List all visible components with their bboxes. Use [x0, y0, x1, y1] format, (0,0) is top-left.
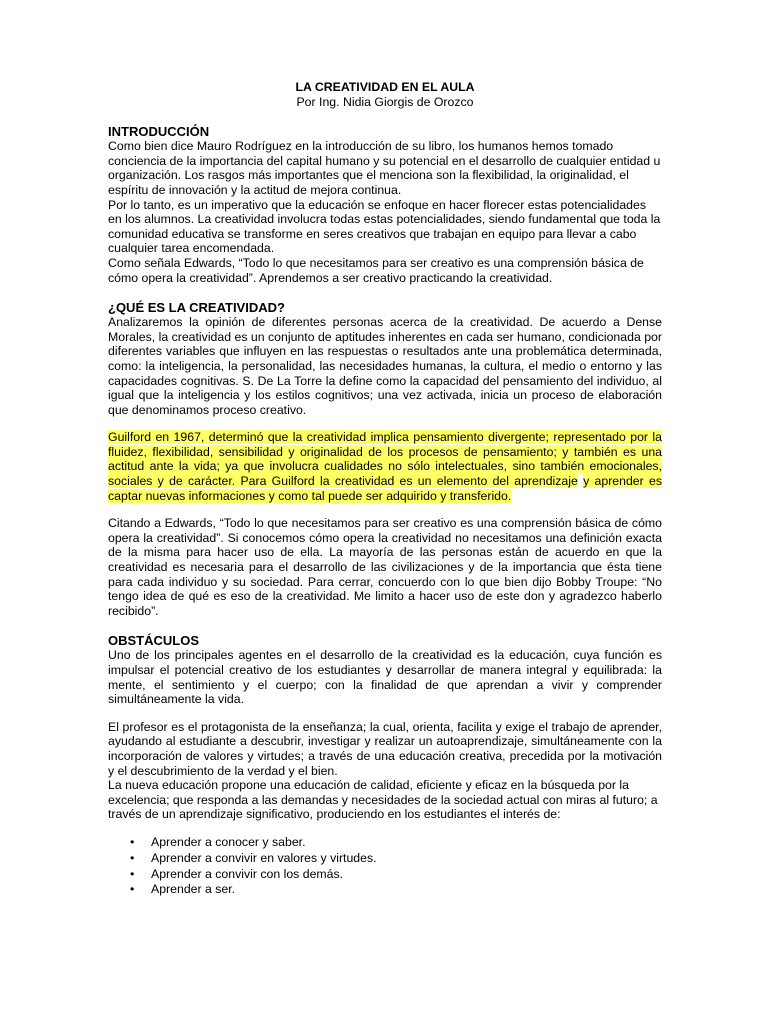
- document-author: Por Ing. Nidia Giorgis de Orozco: [296, 94, 474, 109]
- intro-paragraph-3: Como señala Edwards, “Todo lo que necesitamos para ser creativo es una comprensión básica de cómo opera la creatividad”. Aprendemos a ser creativo practicando la creatividad.: [108, 255, 644, 285]
- what-paragraph-1: Analizaremos la opinión de diferentes personas acerca de la creatividad. De acuerdo a Dense Morales, la creatividad es un conjunto de aptitudes inherentes en cada ser humano, condicionada por diferentes variables que influyen en las respuestas o resultados ante una problemática determinada, como: la inteligencia, la personalidad, las necesidades humanas, la cultura, el medio o entorno y las capacidades cognitivas. S. De La Torre la define como la capacidad del pensamiento del individuo, al igual que la inteligencia y los estilos cognitivos; una vez activada, inicia un proceso de elaboración que denominamos proceso creativo.: [108, 315, 662, 417]
- document-title: LA CREATIVIDAD EN EL AULA: [295, 80, 475, 94]
- obstacles-paragraph-1: Uno de los principales agentes en el desarrollo de la creatividad es la educación, cuya función es impulsar el potencial creativo de los estudiantes y desarrollar de manera integral y equilibrada: la mente, el sentimiento y el cuerpo; con la finalidad de que aprendan a vivir y comprender simultáneamente la vida.: [108, 648, 662, 707]
- highlight-a: Guilford en 1967, determinó que la creatividad implica pensamiento divergente; representado por la fluidez, flexibilidad, sensibilidad y originalidad de los procesos de pensamiento; y también es una actitud ante la vida; ya que involucra cualidades no sólo intelectuales, sino también emocionales, sociales y de carácter. Para Guilford la creatividad es un elemento del aprendizaje: [108, 430, 662, 489]
- obstacles-paragraph-2: El profesor es el protagonista de la enseñanza; la cual, orienta, facilita y exige el trabajo de aprender, ayudando al estudiante a descubrir, investigar y realizar un autoaprendizaje, simultáneamente con la incorporación de valores y virtudes; a través de una educación creativa, precedida por la motivación y el descubrimiento de la verdad y el bien.: [108, 719, 662, 778]
- bullet-icon: •: [130, 882, 135, 897]
- what-heading: ¿QUÉ ES LA CREATIVIDAD?: [108, 300, 285, 316]
- obstacles-heading: OBSTÁCULOS: [108, 633, 199, 649]
- what-paragraph-3: Citando a Edwards, “Todo lo que necesitamos para ser creativo es una comprensión básica de cómo opera la creatividad”. Si conocemos cómo opera la creatividad no necesitamos una definición exacta de la misma para hacer uso de ella. La mayoría de las personas están de acuerdo en que la creatividad es necesaria para el desarrollo de las civilizaciones y de la importancia que ésta tiene para cada individuo y su sociedad. Para cerrar, concuerdo con lo que bien dijo Bobby Troupe: “No tengo idea de qué es eso de la creatividad. Me limito a hacer uso de este don y agradezco haberlo recibido”.: [108, 516, 662, 618]
- bullet-list: [108, 835, 662, 898]
- bullet-icon: •: [130, 834, 135, 849]
- intro-heading: INTRODUCCIÓN: [108, 124, 210, 140]
- list-item: • Aprender a convivir en valores y virtudes.: [130, 850, 377, 865]
- intro-paragraph-2: Por lo tanto, es un imperativo que la educación se enfoque en hacer florecer estas potencialidades en los alumnos. La creatividad involucra todas estas potencialidades, siendo fundamental que toda la comunidad educativa se transforme en seres creativos que trabajan en equipo para llevar a cabo cualquier tarea encomendada.: [108, 197, 661, 256]
- bullet-icon: •: [130, 850, 135, 865]
- document-page: [108, 80, 662, 898]
- list-item: • Aprender a ser.: [130, 882, 236, 897]
- obstacles-paragraph-3: La nueva educación propone una educación de calidad, eficiente y eficaz en la búsqueda por la excelencia; que responda a las demandas y necesidades de la sociedad actual con miras al futuro; a través de un aprendizaje significativo, produciendo en los estudiantes el interés de:: [108, 778, 658, 822]
- intro-paragraph-1: Como bien dice Mauro Rodríguez en la introducción de su libro, los humanos hemos tomado conciencia de la importancia del capital humano y su potencial en el desarrollo de cualquier entidad u organización. Los rasgos más importantes que el menciona son la flexibilidad, la originalidad, el espíritu de innovación y la actitud de mejora continua.: [108, 139, 661, 197]
- guilford-paragraph: [108, 430, 662, 503]
- list-item: • Aprender a conocer y saber.: [130, 834, 306, 849]
- bullet-icon: •: [130, 866, 135, 881]
- highlight-b: y aprender es captar nuevas informaciones y como tal puede ser adquirido y transferido.: [108, 474, 662, 503]
- list-item: • Aprender a convivir con los demás.: [130, 866, 344, 881]
